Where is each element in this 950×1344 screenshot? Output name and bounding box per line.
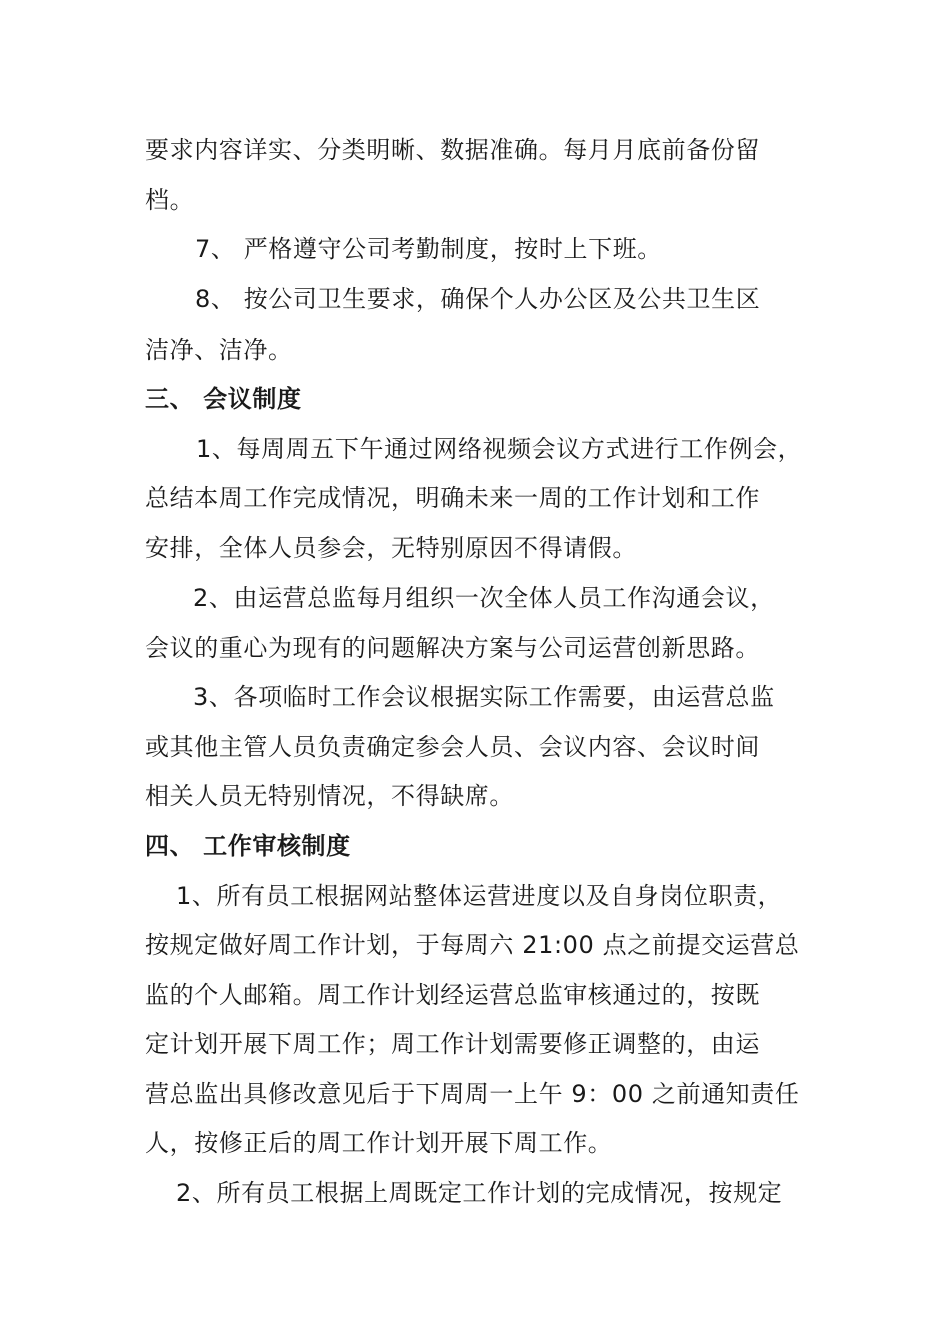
list-item-7: 7、 严格遵守公司考勤制度，按时上下班。 <box>195 235 662 263</box>
paragraph-line: 总结本周工作完成情况，明确未来一周的工作计划和工作 <box>145 484 760 512</box>
paragraph-line: 会议的重心为现有的问题解决方案与公司运营创新思路。 <box>145 634 760 662</box>
section-heading-review: 四、 工作审核制度 <box>145 832 351 860</box>
paragraph-line: 相关人员无特别情况，不得缺席。 <box>145 782 514 810</box>
paragraph-line: 要求内容详实、分类明晰、数据准确。每月月底前备份留 <box>145 136 760 164</box>
list-item-3: 3、各项临时工作会议根据实际工作需要，由运营总监 <box>193 683 775 711</box>
list-item-2: 2、所有员工根据上周既定工作计划的完成情况，按规定 <box>176 1179 783 1207</box>
paragraph-line: 或其他主管人员负责确定参会人员、会议内容、会议时间 <box>145 733 760 761</box>
paragraph-line: 按规定做好周工作计划，于每周六 21:00 点之前提交运营总 <box>145 931 800 959</box>
list-item-1: 1、所有员工根据网站整体运营进度以及自身岗位职责， <box>176 882 783 910</box>
paragraph-line: 监的个人邮箱。周工作计划经运营总监审核通过的，按既 <box>145 981 760 1009</box>
paragraph-line: 安排，全体人员参会，无特别原因不得请假。 <box>145 534 637 562</box>
list-item-1: 1、每周周五下午通过网络视频会议方式进行工作例会， <box>196 435 803 463</box>
list-item-8: 8、 按公司卫生要求，确保个人办公区及公共卫生区 <box>195 285 761 313</box>
paragraph-line: 营总监出具修改意见后于下周周一上午 9：00 之前通知责任 <box>145 1080 800 1108</box>
paragraph-line: 洁净、洁净。 <box>145 336 293 364</box>
list-item-2: 2、由运营总监每月组织一次全体人员工作沟通会议， <box>193 584 775 612</box>
section-heading-meetings: 三、 会议制度 <box>145 385 302 413</box>
paragraph-line: 档。 <box>145 186 195 214</box>
paragraph-line: 定计划开展下周工作；周工作计划需要修正调整的，由运 <box>145 1030 760 1058</box>
paragraph-line: 人，按修正后的周工作计划开展下周工作。 <box>145 1129 613 1157</box>
